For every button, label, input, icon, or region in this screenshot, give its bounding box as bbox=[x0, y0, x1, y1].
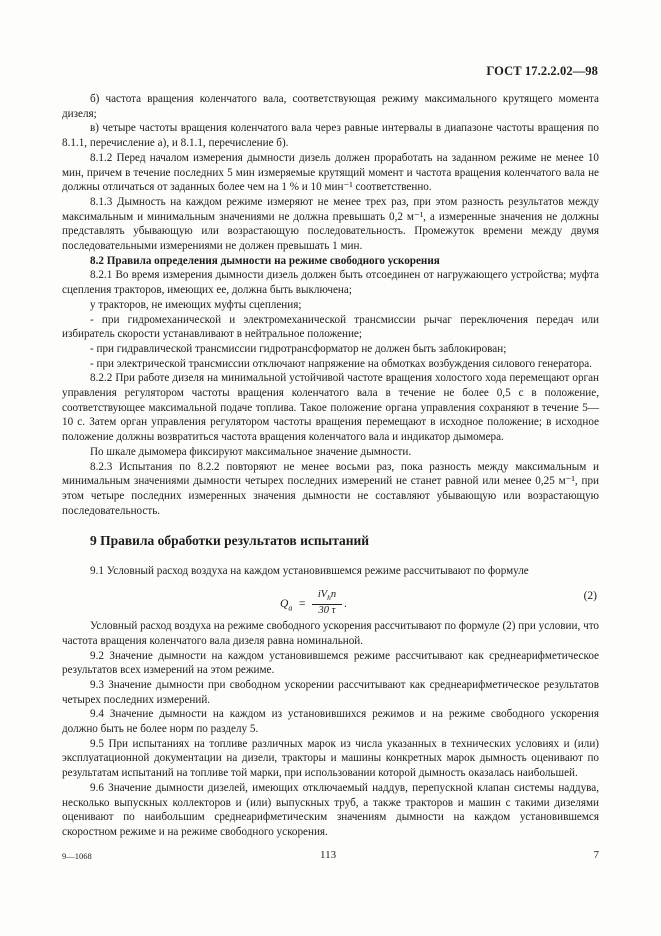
paragraph: - при гидравлической трансмиссии гидротрансформатор не должен быть заблокирован; bbox=[90, 342, 507, 355]
paragraph: 8.1.2 Перед началом измерения дымности дизель должен проработать на заданном режиме не менее 10 мин, причем в течение последних 5 мин измеряемые крутящий момент и частота вращения коленчатого вала не должны отличаться от заданных более чем на 1 % и 10 мин⁻¹ соответственно. bbox=[62, 151, 599, 194]
document-body bbox=[62, 92, 599, 840]
formula-2 bbox=[62, 583, 599, 617]
section-9-title: 9 Правила обработки результатов испытаний bbox=[90, 533, 370, 549]
paragraph: 8.2.1 Во время измерения дымности дизель должен быть отсоединен от нагружающего устройства; муфта сцепления тракторов, имеющих ее, должна быть выключена; bbox=[62, 269, 599, 297]
formula-equals: = bbox=[299, 598, 306, 611]
paragraph: 8.1.3 Дымность на каждом режиме измеряют не менее трех раз, при этом разность результатов между максимальным и минимальным значениями не должна превышать 0,2 м⁻¹, а измеренные значения не должны представлять убывающую или возрастающую последовательность. Промежуток времени между двумя последовательными измерениями не должен превышать 1 мин. bbox=[62, 195, 599, 253]
paragraph: 8.2.2 При работе дизеля на минимальной устойчивой частоте вращения холостого хода перемещают орган управления регулятором частоты вращения коленчатого вала в течение не более 0,5 с в положение, соответствующее максимальной подаче топлива. Такое положение органа управления сохраняют в течение 5—10 с. Затем орган управления регулятором частоты вращения перемещают в исходное положение; в исходное положение должны возвратиться частота вращения коленчатого вала и индикатор дымомера. bbox=[62, 372, 599, 444]
paragraph: в) четыре частоты вращения коленчатого вала через равные интервалы в диапазоне частоты вращения по 8.1.1, перечисление а), и 8.1.1, перечисление б). bbox=[62, 122, 599, 150]
paragraph: 9.6 Значение дымности дизелей, имеющих отключаемый наддув, перепускной клапан системы наддува, несколько выпускных коллекторов и (или) выпускных труб, а также тракторов и машин с такими дизелями оценивают по наибольшим среднеарифметическим значениям дымности на каждом установившемся скоростном режиме и на режиме свободного ускорения. bbox=[62, 781, 599, 838]
footer-sheet-number: 7 bbox=[593, 849, 599, 861]
section-9-text bbox=[62, 619, 599, 840]
paragraph: б) частота вращения коленчатого вала, соответствующая режиму максимального крутящего момента дизеля; bbox=[62, 93, 599, 120]
paragraph: 9.4 Значение дымности на каждом из установившихся режимов и на режиме свободного ускорения должно быть не более норм по разделу 5. bbox=[62, 708, 599, 736]
paragraph: 8.2.3 Испытания по 8.2.2 повторяют не менее восьми раз, пока разность между максимальным и минимальным значениями дымности четырех последних измерений не станет равной или менее 0,25 м⁻¹, при этом четыре последних измеренных значения дымности не составляют убывающую или возрастающую последовательность. bbox=[62, 460, 599, 517]
paragraph: Условный расход воздуха на режиме свободного ускорения рассчитывают по формуле (2) при условии, что частота вращения коленчатого вала дизеля равна номинальной. bbox=[62, 620, 599, 647]
formula-fraction bbox=[312, 589, 342, 617]
paragraph: 9.2 Значение дымности на каждом установившемся режиме рассчитывают как среднеарифметическое результатов всех измерений на этом режиме. bbox=[62, 649, 599, 677]
paragraph: - при гидромеханической и электромеханической трансмиссии рычаг переключения передач или избиратель скорости устанавливают в нейтральное положение; bbox=[62, 313, 599, 341]
formula-tail: . bbox=[344, 598, 347, 611]
paragraph: По шкале дымомера фиксируют максимальное значение дымности. bbox=[90, 445, 412, 458]
paragraph: - при электрической трансмиссии отключают напряжение на обмотках возбуждения силового генератора. bbox=[90, 357, 592, 370]
footer-print-code: 9—1068 bbox=[62, 851, 92, 861]
paragraph: 9.5 При испытаниях на топливе различных марок из числа указанных в технических условиях и (или) эксплуатационной документации на дизели, тракторы и машины конкретных марок дымность оценивают по результатам испытаний на топливе той марки, при использовании которой дымность оказалась наибольшей. bbox=[62, 737, 599, 780]
formula-lhs: $Q_a$ bbox=[280, 598, 293, 613]
paragraph-9-1: 9.1 Условный расход воздуха на каждом установившемся режиме рассчитывают по формуле bbox=[90, 565, 529, 578]
formula-number: (2) bbox=[583, 590, 597, 603]
paragraph: у тракторов, не имеющих муфты сцепления; bbox=[90, 298, 302, 311]
section-8-text bbox=[62, 92, 599, 518]
document-code-header: ГОСТ 17.2.2.02—98 bbox=[486, 64, 598, 78]
formula-numerator: $iV_hn$ bbox=[312, 589, 342, 605]
paragraph: 9.3 Значение дымности при свободном ускорении рассчитывают как среднеарифметическое результатов четырех последних измерений. bbox=[62, 678, 599, 706]
footer-page-number: 113 bbox=[320, 849, 337, 861]
formula-denominator: 30 τ bbox=[318, 605, 336, 617]
subsection-heading: 8.2 Правила определения дымности на режиме свободного ускорения bbox=[90, 254, 440, 267]
